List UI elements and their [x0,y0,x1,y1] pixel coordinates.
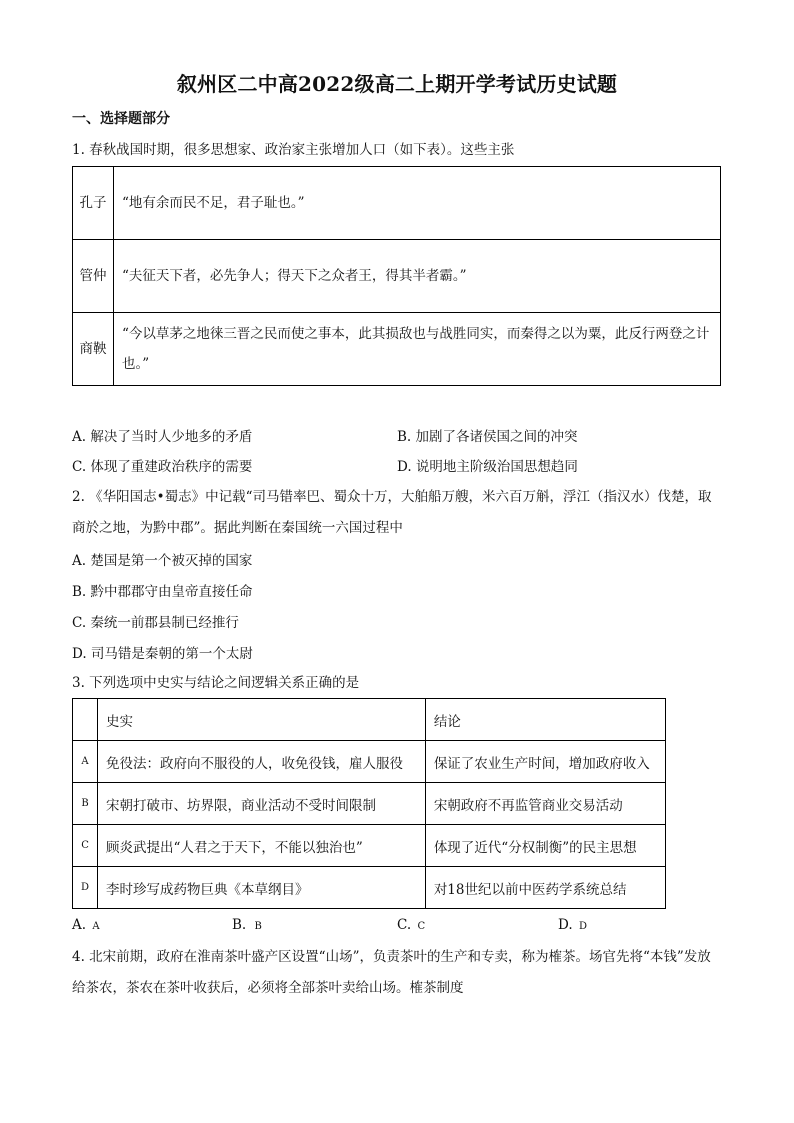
q4-stem: 4. 北宋前期，政府在淮南茶叶盛产区设置“山场”，负责茶叶的生产和专卖，称为榷茶。场官先将“本钱”发放给茶农，茶农在茶叶收获后，必须将全部茶叶卖给山场。榷茶制度 [72,949,711,996]
option-value: C [417,921,426,932]
q2-option-a[interactable]: A. 楚国是第一个被灭掉的国家 [72,553,253,569]
q1-stem: 1. 春秋战国时期，很多思想家、政治家主张增加人口（如下表）。这些主张 [72,142,515,158]
row-fact: 顾炎武提出“人君之于天下，不能以独治也” [98,825,426,867]
q1-option-b[interactable]: B. 加剧了各诸侯国之间的冲突 [397,429,578,445]
header-fact: 史实 [98,699,426,741]
row-fact: 免役法：政府向不服役的人，收免役钱，雇人服役 [98,741,426,783]
q3-stem: 3. 下列选项中史实与结论之间逻辑关系正确的是 [72,675,360,691]
table-row [73,825,666,867]
q1-option-a[interactable]: A. 解决了当时人少地多的矛盾 [72,429,253,445]
table-row [73,867,666,909]
q1-quote-3: “今以草茅之地徕三晋之民而使之事本，此其损敌也与战胜同实，而秦得之以为粟，此反行两登之计也。” [114,313,721,386]
row-letter: A [73,741,98,783]
row-fact: 宋朝打破市、坊界限，商业活动不受时间限制 [98,783,426,825]
q3-option-b[interactable] [232,917,262,933]
table-header-row [73,699,666,741]
row-letter: D [73,867,98,909]
table-corner-cell [73,699,98,741]
q1-quote-1: “地有余而民不足，君子耻也。” [114,167,721,240]
q2-option-d[interactable]: D. 司马错是秦朝的第一个太尉 [72,646,253,662]
q1-option-d[interactable]: D. 说明地主阶级治国思想趋同 [397,459,578,475]
exam-title: 叙州区二中高2022级高二上期开学考试历史试题 [176,72,618,96]
row-conclusion: 保证了农业生产时间，增加政府收入 [425,741,665,783]
q1-person-1: 孔子 [73,167,114,240]
table-row [73,741,666,783]
section-heading: 一、选择题部分 [72,111,170,127]
row-fact: 李时珍写成药物巨典《本草纲目》 [98,867,426,909]
table-row [73,167,721,240]
row-conclusion: 体现了近代“分权制衡”的民主思想 [425,825,665,867]
option-label: A. [72,917,87,933]
table-row [73,313,721,386]
q1-option-c[interactable]: C. 体现了重建政治秩序的需要 [72,459,253,475]
q2-option-b[interactable]: B. 黔中郡郡守由皇帝直接任命 [72,584,253,600]
row-letter: C [73,825,98,867]
option-value: B [254,921,262,932]
option-label: C. [397,917,412,933]
option-value: A [92,921,100,932]
q3-option-d[interactable] [558,917,587,933]
q2-stem: 2. 《华阳国志•蜀志》中记载“司马错率巴、蜀众十万，大舶船万艘，米六百万斛，浮江（指汉水）伐楚，取商於之地，为黔中郡”。据此判断在秦国统一六国过程中 [72,489,712,536]
row-conclusion: 对18世纪以前中医药学系统总结 [425,867,665,909]
option-value: D [578,921,587,932]
q1-person-2: 管仲 [73,240,114,313]
table-row [73,240,721,313]
row-conclusion: 宋朝政府不再监管商业交易活动 [425,783,665,825]
q1-person-3: 商鞅 [73,313,114,386]
q1-table [72,166,721,386]
row-letter: B [73,783,98,825]
header-conclusion: 结论 [425,699,665,741]
q2-option-c[interactable]: C. 秦统一前郡县制已经推行 [72,615,239,631]
q3-option-a[interactable] [72,917,100,933]
q1-quote-2: “夫征天下者，必先争人；得天下之众者王，得其半者霸。” [114,240,721,313]
q3-option-c[interactable] [397,917,425,933]
q3-table [72,698,666,909]
table-row [73,783,666,825]
option-label: B. [232,917,247,933]
option-label: D. [558,917,573,933]
